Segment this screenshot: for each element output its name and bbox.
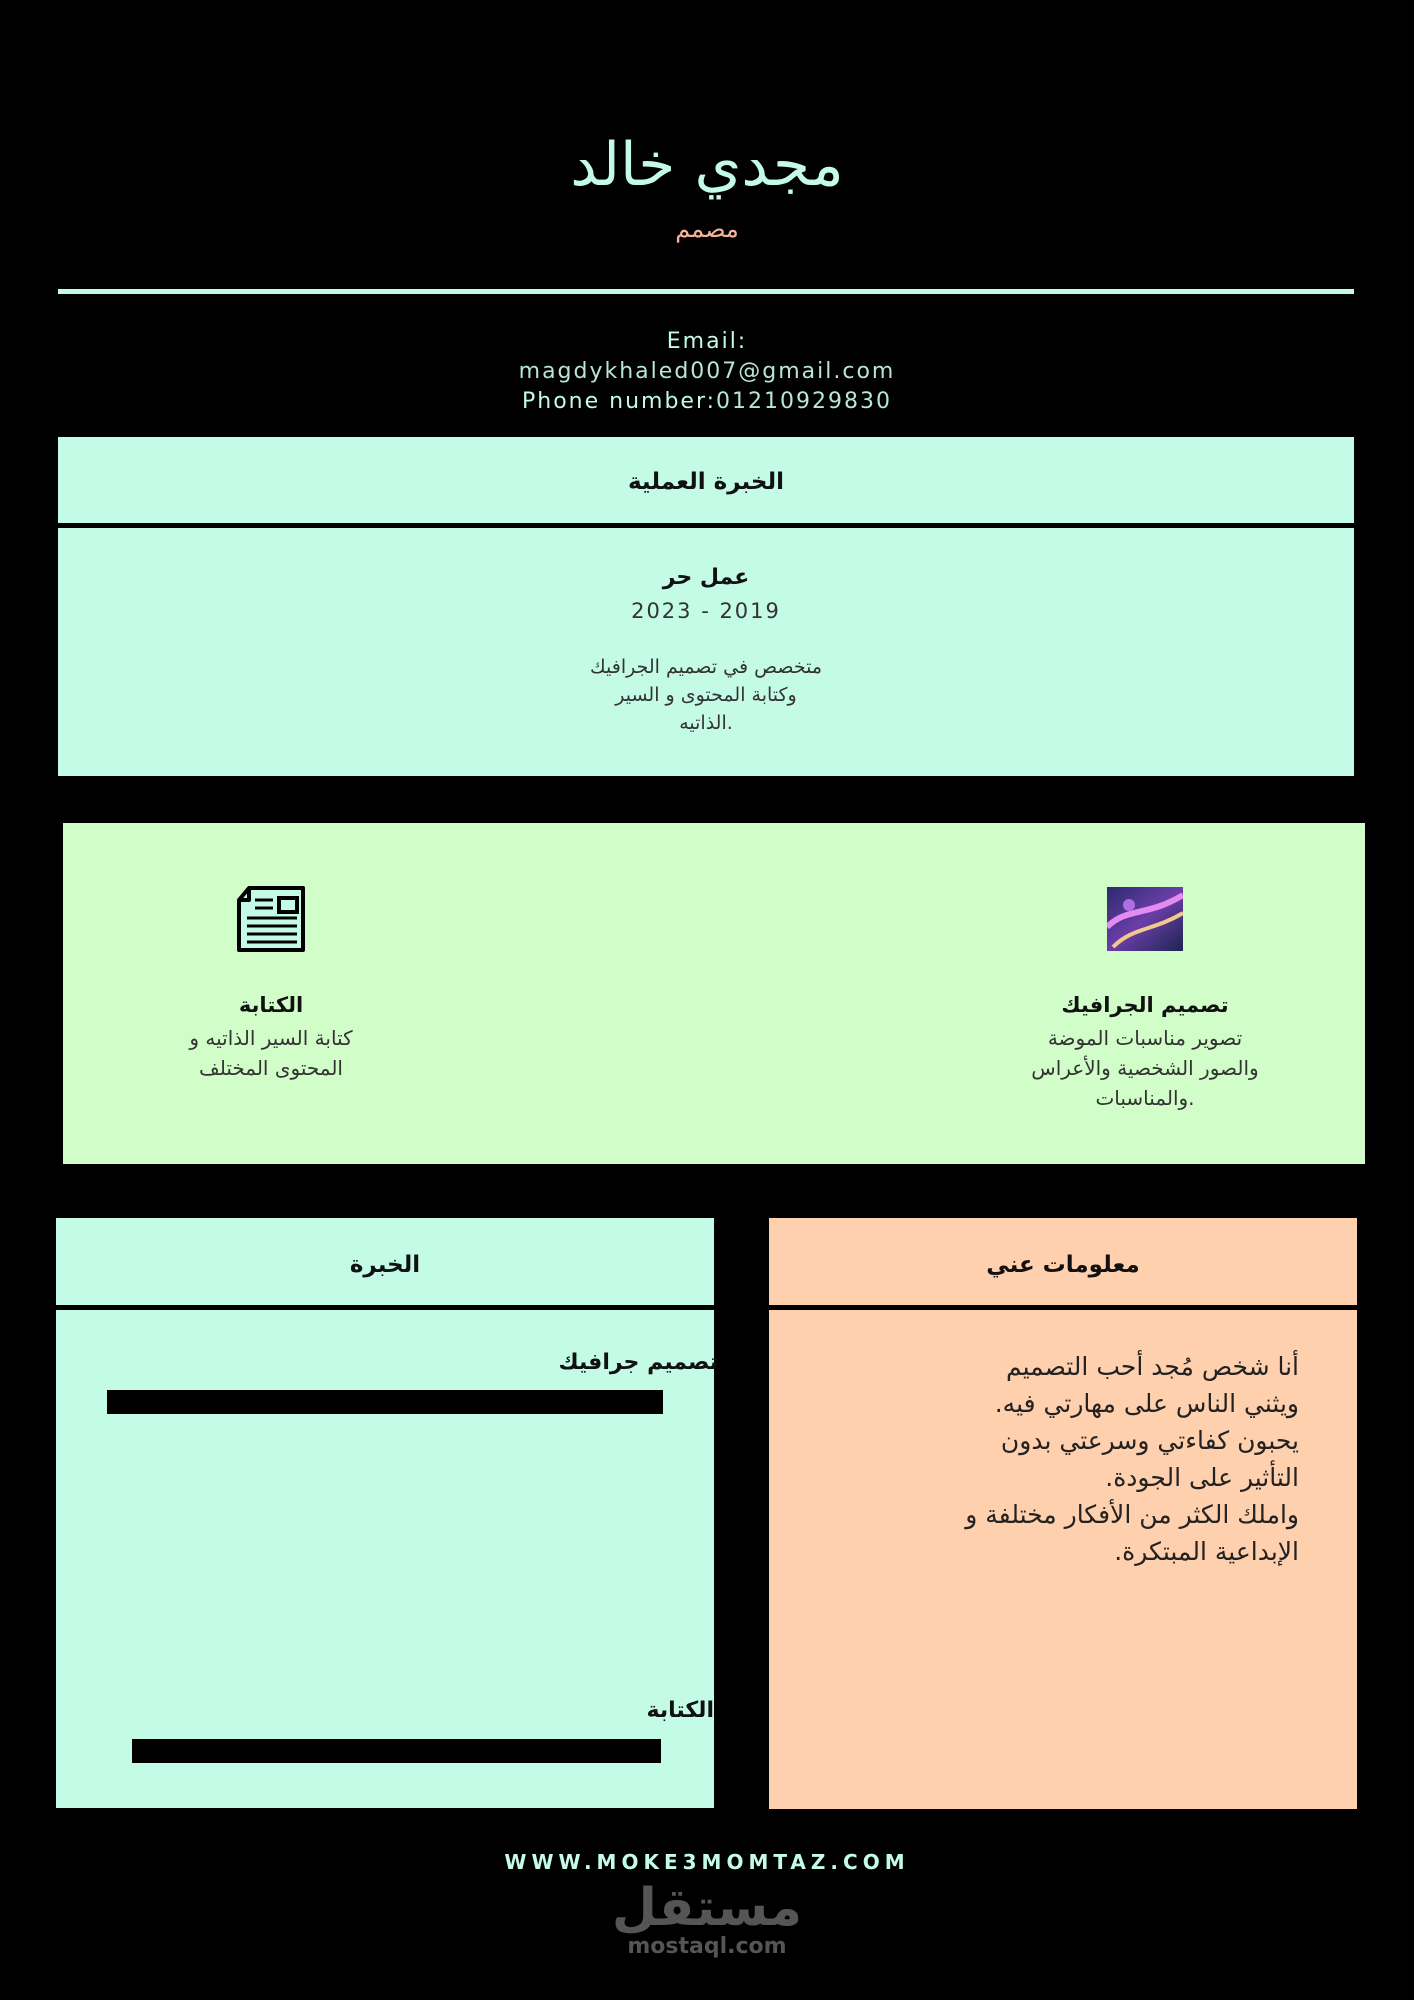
job-description-line: وكتابة المحتوى و السير: [615, 684, 797, 706]
service-line: والصور الشخصية والأعراس: [1031, 1056, 1259, 1080]
job-description: [58, 653, 1354, 737]
phone-value[interactable]: 01210929830: [716, 389, 892, 414]
service-line: تصوير مناسبات الموضة: [1047, 1026, 1243, 1050]
header-divider: [58, 289, 1354, 294]
about-line: ويثني الناس على مهارتي فيه.: [994, 1389, 1299, 1418]
service-line: والمناسبات.: [1095, 1086, 1195, 1110]
email-label: Email:: [666, 329, 748, 354]
skills-title: الخبرة: [349, 1252, 421, 1278]
contact-block: [0, 327, 1414, 417]
service-line: كتابة السير الذاتيه و: [189, 1026, 353, 1050]
skill-bar-graphic: [107, 1390, 663, 1414]
skill-bar-writing: [132, 1739, 661, 1763]
service-line: المحتوى المختلف: [199, 1056, 343, 1080]
skill-label-writing: الكتابة: [646, 1698, 714, 1723]
job-description-line: متخصص في تصميم الجرافيك: [589, 656, 823, 678]
skills-section: [56, 1218, 718, 1808]
about-line: يحبون كفاءتي وسرعتي بدون: [1000, 1426, 1299, 1455]
phone-label: Phone number:: [522, 389, 717, 414]
job-title: عمل حر: [662, 565, 750, 590]
about-line: واملك الكثر من الأفكار مختلفة و: [965, 1500, 1299, 1529]
service-writing-title: الكتابة: [238, 993, 304, 1017]
job-description-line: الذاتيه.: [679, 712, 733, 734]
about-line: التأثير على الجودة.: [1105, 1463, 1299, 1492]
section-divider: [58, 523, 1354, 528]
footer-url[interactable]: WWW.MOKE3MOMTAZ.COM: [504, 1850, 910, 1874]
work-experience-section: [58, 437, 1354, 776]
about-line: الإبداعية المبتكرة.: [1114, 1537, 1299, 1566]
about-title: معلومات عني: [986, 1252, 1140, 1278]
job-period: 2023 - 2019: [631, 599, 781, 623]
section-divider: [769, 1305, 1357, 1310]
services-section: [63, 823, 1365, 1164]
about-section: [769, 1218, 1357, 1809]
mostaql-logo-english: mostaql.com: [627, 1934, 787, 1959]
email-value[interactable]: magdykhaled007@gmail.com: [518, 359, 896, 384]
mostaql-logo-arabic: مستقل: [611, 1878, 803, 1938]
resume-name: مجدي خالد: [570, 130, 844, 200]
service-graphic-description: [945, 1023, 1345, 1113]
service-writing-description: [123, 1023, 419, 1083]
skill-label-graphic: تصميم جرافيك: [558, 1350, 718, 1375]
document-icon: [235, 886, 307, 952]
graphic-thumbnail: [1107, 887, 1183, 951]
phone-line: [0, 387, 1414, 417]
about-text: [809, 1348, 1299, 1570]
resume-role: مصمم: [675, 215, 739, 243]
service-graphic-title: تصميم الجرافيك: [1061, 993, 1229, 1017]
about-line: أنا شخص مُجد أحب التصميم: [1005, 1352, 1299, 1381]
section-divider: [56, 1305, 714, 1310]
work-experience-title: الخبرة العملية: [627, 469, 785, 495]
